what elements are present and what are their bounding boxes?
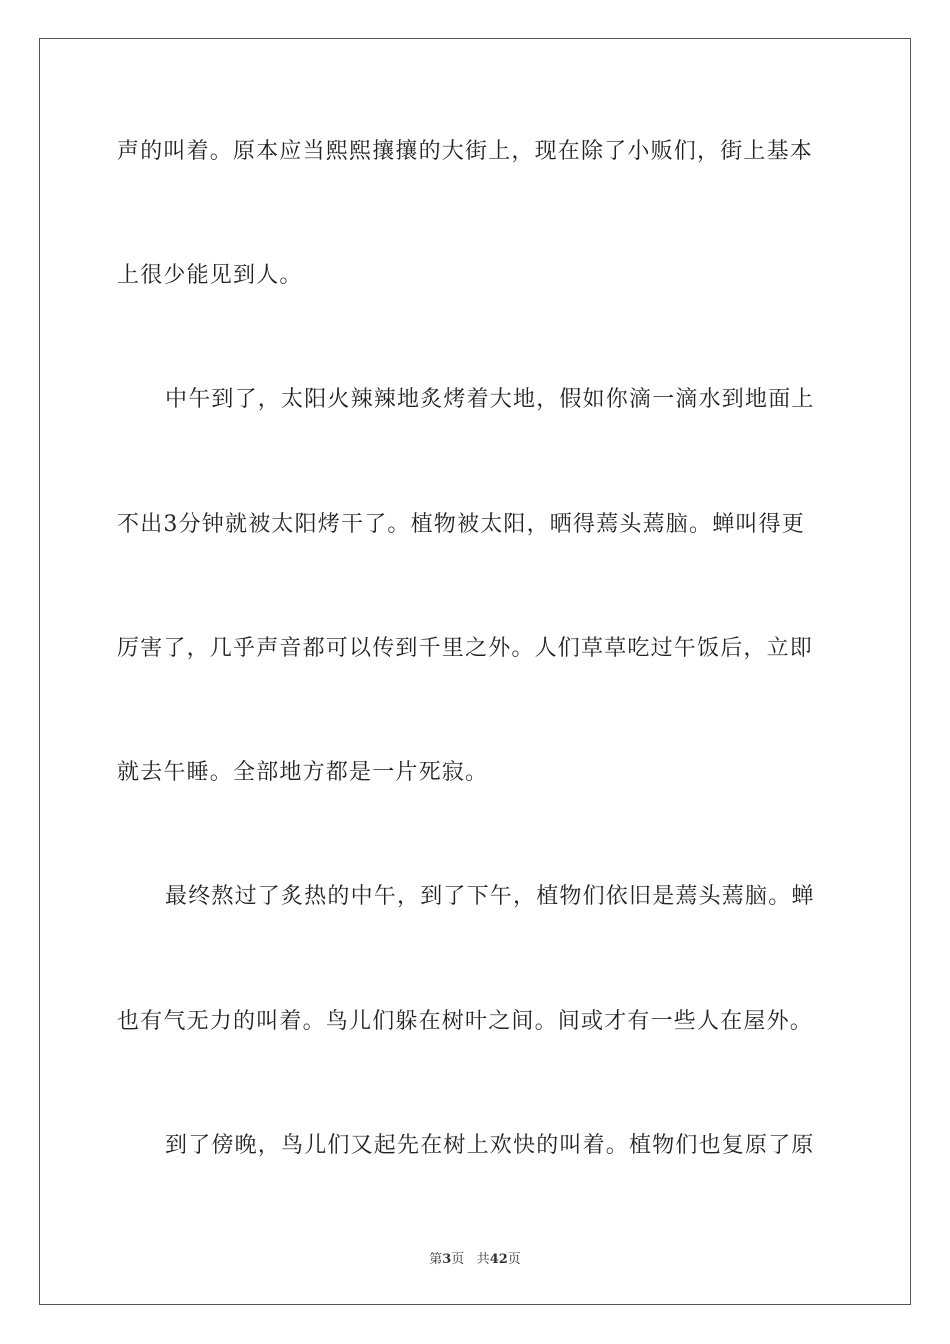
total-label-suffix: 页	[507, 1252, 521, 1267]
page-footer	[0, 1248, 950, 1267]
page-label-suffix: 页	[451, 1252, 465, 1267]
text-line: 就去午睡。全部地方都是一片死寂。	[117, 760, 489, 785]
text-line: 也有气无力的叫着。鸟儿们躲在树叶之间。间或才有一些人在屋外。	[117, 1009, 814, 1034]
page-label-prefix: 第	[429, 1252, 443, 1267]
text-line: 不出3分钟就被太阳烤干了。植物被太阳，晒得蔫头蔫脑。蝉叫得更	[117, 512, 805, 537]
total-label-prefix: 共	[476, 1252, 490, 1267]
text-line: 上很少能见到人。	[117, 263, 303, 288]
paragraph-start-line: 到了傍晚，鸟儿们又起先在树上欢快的叫着。植物们也复原了原	[165, 1133, 815, 1158]
paragraph-start-line: 中午到了，太阳火辣辣地炙烤着大地，假如你滴一滴水到地面上	[165, 387, 815, 412]
page-border	[39, 38, 911, 1305]
text-line: 声的叫着。原本应当熙熙攘攘的大街上，现在除了小贩们，街上基本	[117, 139, 814, 164]
text-line: 厉害了，几乎声音都可以传到千里之外。人们草草吃过午饭后，立即	[117, 636, 814, 661]
page-number: 3	[442, 1252, 452, 1267]
total-pages: 42	[489, 1252, 508, 1267]
paragraph-start-line: 最终熬过了炙热的中午，到了下午，植物们依旧是蔫头蔫脑。蝉	[165, 884, 815, 909]
